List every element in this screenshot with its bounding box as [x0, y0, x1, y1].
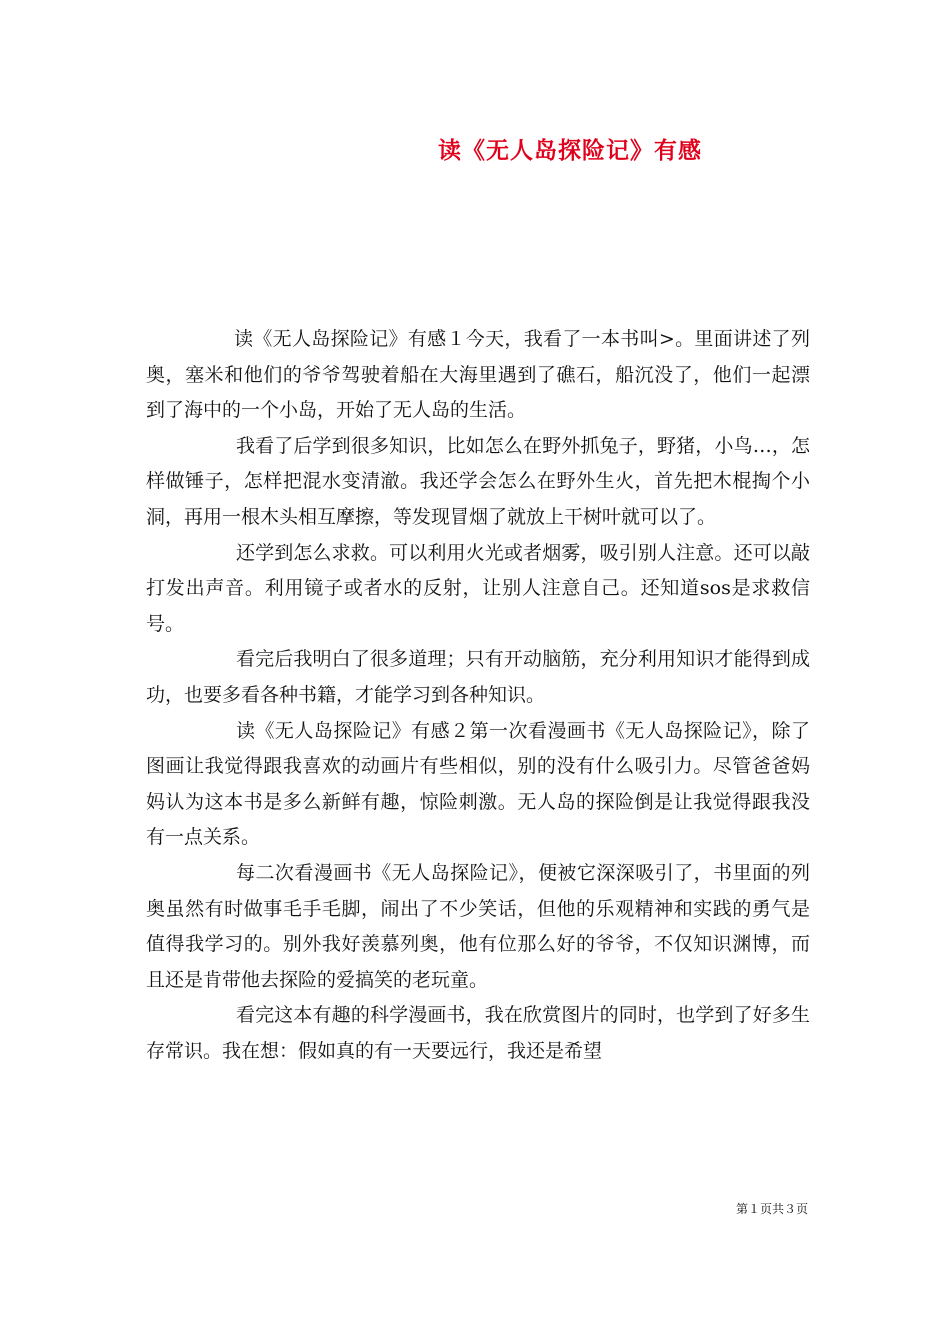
- document-body: [146, 322, 810, 1069]
- paragraph: 每二次看漫画书《无人岛探险记》，便被它深深吸引了，书里面的列奥虽然有时做事毛手毛脚，闹出了不少笑话，但他的乐观精神和实践的勇气是值得我学习的。别外我好羡慕列奥，他有位那么好的爷爷，不仅知识渊博，而且还是肯带他去探险的爱搞笑的老玩童。: [146, 861, 810, 991]
- paragraph: 看完后我明白了很多道理；只有开动脑筋，充分利用知识才能得到成功，也要多看各种书籍，才能学习到各种知识。: [146, 648, 810, 706]
- paragraph: 读《无人岛探险记》有感２第一次看漫画书《无人岛探险记》，除了图画让我觉得跟我喜欢的动画片有些相似，别的没有什么吸引力。尽管爸爸妈妈认为这本书是多么新鲜有趣，惊险刺激。无人岛的探险倒是让我觉得跟我没有一点关系。: [146, 719, 810, 849]
- paragraph: 还学到怎么求救。可以利用火光或者烟雾，吸引别人注意。还可以敲打发出声音。利用镜子或者水的反射，让别人注意自己。还知道sos是求救信号。: [146, 541, 810, 635]
- page-title: 读《无人岛探险记》有感: [438, 137, 702, 164]
- page-footer: 第１页共３页: [735, 1202, 808, 1216]
- paragraph: 读《无人岛探险记》有感１今天，我看了一本书叫>。里面讲述了列奥，塞米和他们的爷爷驾驶着船在大海里遇到了礁石，船沉没了，他们一起漂到了海中的一个小岛，开始了无人岛的生活。: [146, 328, 810, 422]
- paragraph: 我看了后学到很多知识，比如怎么在野外抓兔子，野猪，小鸟…，怎样做锤子，怎样把混水变清澈。我还学会怎么在野外生火，首先把木棍掏个小洞，再用一根木头相互摩擦，等发现冒烟了就放上干树叶就可以了。: [146, 434, 810, 528]
- paragraph: 看完这本有趣的科学漫画书，我在欣赏图片的同时，也学到了好多生存常识。我在想：假如真的有一天要远行，我还是希望: [146, 1004, 810, 1062]
